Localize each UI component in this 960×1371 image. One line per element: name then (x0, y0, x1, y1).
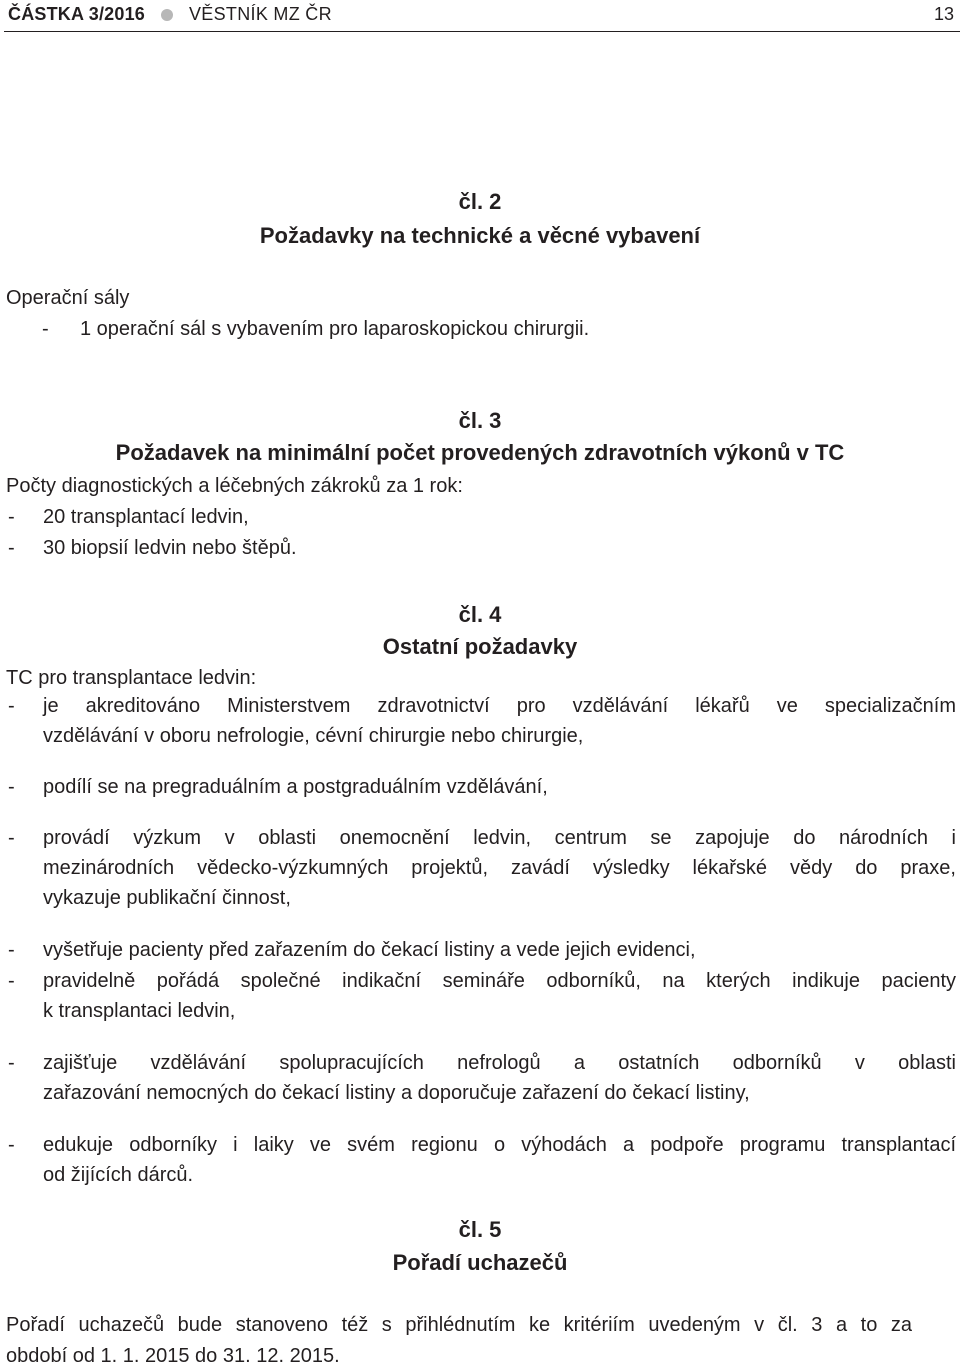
article-3-item-2: 30 biopsií ledvin nebo štěpů. (43, 537, 297, 559)
page-header (0, 0, 960, 30)
article-4-line-4: provádí výzkum v oblasti onemocnění ledvin, centrum se zapojuje do národních i (43, 827, 956, 849)
article-4-line-13: od žijících dárců. (43, 1164, 194, 1186)
article-4-line-7: vyšetřuje pacienty před zařazením do čekací listiny a vede jejich evidenci, (43, 939, 696, 961)
journal-title: VĚSTNÍK MZ ČR (189, 4, 332, 24)
article-3-intro: Počty diagnostických a léčebných zákroků za 1 rok: (6, 475, 463, 497)
list-dash: - (8, 506, 15, 528)
article-4-line-2: vzdělávání v oboru nefrologie, cévní chirurgie nebo chirurgie, (43, 725, 584, 747)
list-dash: - (8, 1134, 15, 1156)
list-dash: - (8, 1052, 15, 1074)
issue-label: ČÁSTKA 3/2016 (8, 4, 145, 24)
article-3-item-1: 20 transplantací ledvin, (43, 506, 249, 528)
list-dash: - (8, 970, 15, 992)
list-dash: - (42, 318, 49, 340)
list-dash: - (8, 939, 15, 961)
header-rule (4, 31, 960, 32)
list-dash: - (8, 827, 15, 849)
article-4-line-1: je akreditováno Ministerstvem zdravotnictví pro vzdělávání lékařů ve specializačním (43, 695, 956, 717)
article-5-title: Pořadí uchazečů (392, 1250, 568, 1275)
article-5-line-2: období od 1. 1. 2015 do 31. 12. 2015. (6, 1345, 340, 1367)
article-4-number: čl. 4 (458, 602, 502, 627)
article-4-line-3: podílí se na pregraduálním a postgraduálním vzdělávání, (43, 776, 548, 798)
list-dash: - (8, 776, 15, 798)
article-4-line-12: edukuje odborníky i laiky ve svém regionu o výhodách a podpoře programu transplantací (43, 1134, 956, 1156)
article-3-title: Požadavek na minimální počet provedených zdravotních výkonů v TC (115, 440, 845, 465)
bullet-dot-icon (161, 9, 173, 21)
article-5-line-1: Pořadí uchazečů bude stanoveno též s přihlédnutím ke kritériím uvedeným v čl. 3 a to za (6, 1314, 912, 1336)
article-2-item: 1 operační sál s vybavením pro laparoskopickou chirurgii. (80, 318, 590, 340)
list-dash: - (8, 695, 15, 717)
article-4-intro: TC pro transplantace ledvin: (6, 667, 257, 689)
article-4-line-11: zařazování nemocných do čekací listiny a doporučuje zařazení do čekací listiny, (43, 1082, 750, 1104)
article-2-subheading: Operační sály (6, 287, 130, 309)
article-4-line-8: pravidelně pořádá společné indikační semináře odborníků, na kterých indikuje pacienty (43, 970, 956, 992)
article-5-number: čl. 5 (458, 1217, 502, 1242)
list-dash: - (8, 537, 15, 559)
article-2-number: čl. 2 (458, 189, 502, 214)
article-4-line-5: mezinárodních vědecko-výzkumných projektů, zavádí výsledky lékařské vědy do praxe, (43, 857, 956, 879)
page-number: 13 (933, 4, 954, 24)
article-3-number: čl. 3 (458, 408, 502, 433)
article-2-title: Požadavky na technické a věcné vybavení (259, 223, 701, 248)
article-4-line-9: k transplantaci ledvin, (43, 1000, 236, 1022)
article-4-line-6: vykazuje publikační činnost, (43, 887, 291, 909)
article-4-title: Ostatní požadavky (382, 634, 578, 659)
article-4-line-10: zajišťuje vzdělávání spolupracujících nefrologů a ostatních odborníků v oblasti (43, 1052, 956, 1074)
